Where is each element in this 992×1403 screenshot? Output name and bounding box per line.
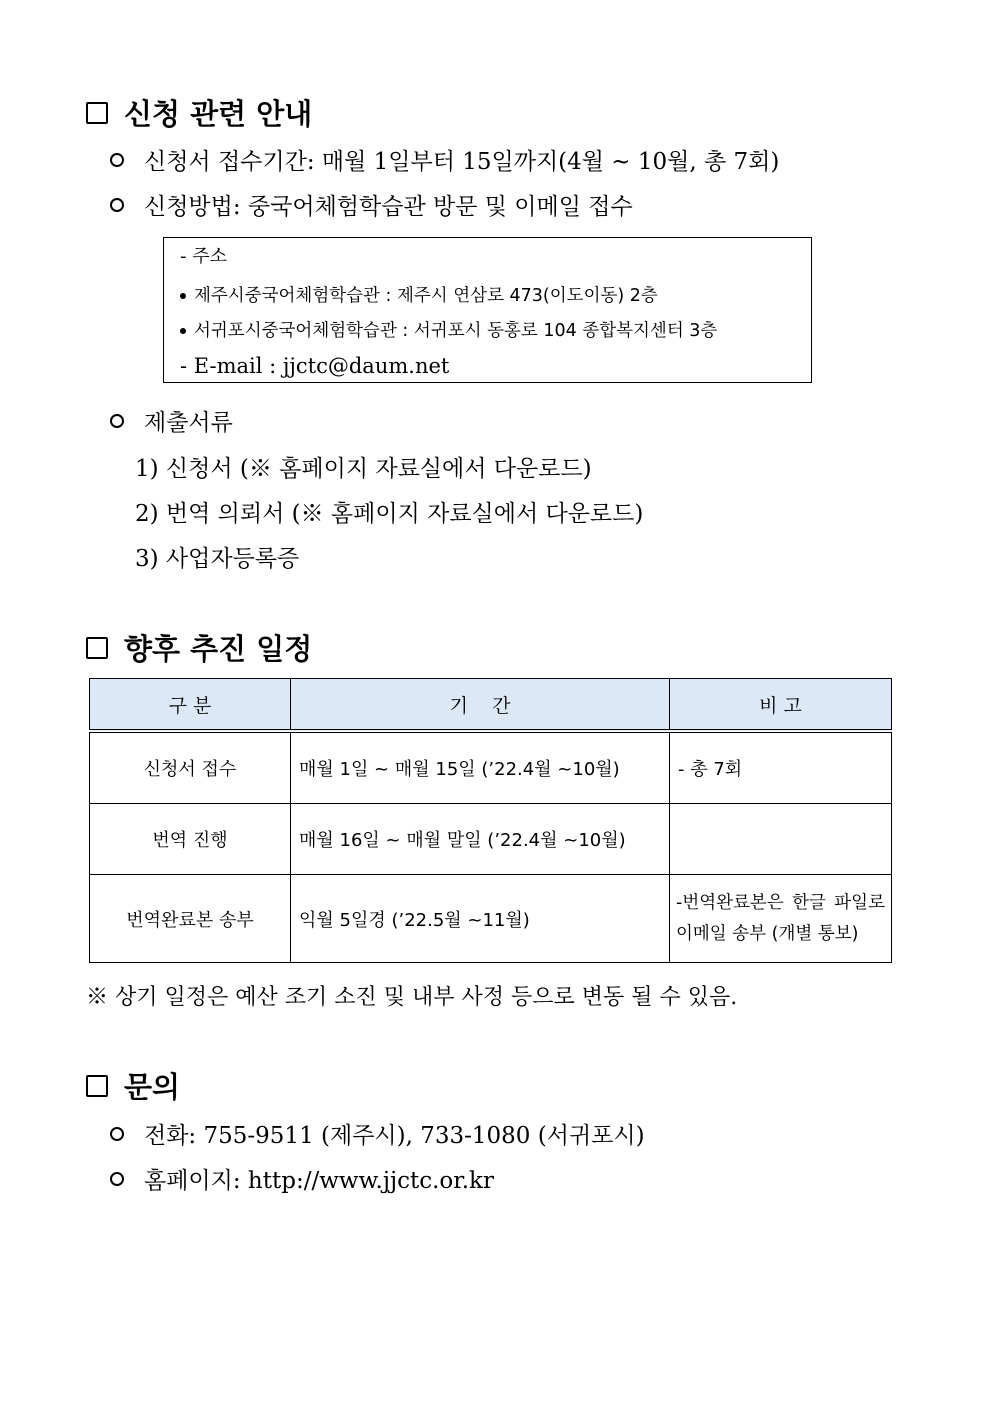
table-row	[90, 875, 892, 963]
cell-category: 번역완료본 송부	[90, 875, 291, 963]
checkbox-icon	[86, 637, 108, 659]
address-box	[163, 237, 812, 383]
bullet-phone	[110, 1117, 645, 1150]
bullet-text: 신청방법: 중국어체험학습관 방문 및 이메일 접수	[144, 194, 633, 220]
table-header-row	[90, 679, 892, 732]
checkbox-icon	[86, 1075, 108, 1097]
address-heading: - 주소	[180, 246, 227, 267]
table-row	[90, 804, 892, 875]
cell-note	[670, 804, 892, 875]
bullet-documents	[110, 404, 233, 437]
schedule-table	[89, 678, 892, 963]
circle-bullet-icon	[110, 1172, 124, 1186]
table-header-category: 구 분	[90, 679, 291, 732]
bullet-homepage	[110, 1162, 494, 1195]
address-entry-jeju: 제주시중국어체험학습관 : 제주시 연삼로 473(이도이동) 2층	[180, 282, 658, 307]
cell-category: 번역 진행	[90, 804, 291, 875]
table-header-note: 비 고	[670, 679, 892, 732]
document-item: 3) 사업자등록증	[135, 546, 300, 572]
bullet-application-method	[110, 188, 633, 221]
cell-period: 익월 5일경 (’22.5월 ~11월)	[291, 875, 670, 963]
checkbox-icon	[86, 102, 108, 124]
schedule-footnote: ※ 상기 일정은 예산 조기 소진 및 내부 사정 등으로 변동 될 수 있음.	[86, 985, 738, 1010]
cell-note: - 총 7회	[670, 731, 892, 804]
bullet-dot-icon	[180, 328, 186, 334]
document-item: 1) 신청서 (※ 홈페이지 자료실에서 다운로드)	[135, 456, 592, 482]
circle-bullet-icon	[110, 1127, 124, 1141]
section-title-text: 신청 관련 안내	[124, 97, 313, 131]
table-row	[90, 731, 892, 804]
table-header-period: 기 간	[291, 679, 670, 732]
address-entry-seogwipo: 서귀포시중국어체험학습관 : 서귀포시 동홍로 104 종합복지센터 3층	[180, 317, 717, 342]
section-title-application	[86, 92, 312, 133]
bullet-application-period	[110, 143, 779, 176]
circle-bullet-icon	[110, 414, 124, 428]
bullet-text: 제출서류	[144, 410, 233, 436]
address-email: - E-mail : jjctc@daum.net	[180, 354, 450, 378]
cell-period: 매월 16일 ~ 매월 말일 (’22.4월 ~10월)	[291, 804, 670, 875]
cell-category: 신청서 접수	[90, 731, 291, 804]
cell-period: 매월 1일 ~ 매월 15일 (’22.4월 ~10월)	[291, 731, 670, 804]
circle-bullet-icon	[110, 153, 124, 167]
circle-bullet-icon	[110, 198, 124, 212]
section-title-text: 문의	[124, 1070, 181, 1104]
bullet-dot-icon	[180, 293, 186, 299]
bullet-text: 전화: 755-9511 (제주시), 733-1080 (서귀포시)	[144, 1123, 645, 1149]
section-title-text: 향후 추진 일정	[124, 632, 313, 666]
section-title-schedule	[86, 627, 312, 668]
cell-note: -번역완료본은 한글 파일로 이메일 송부 (개별 통보)	[670, 875, 892, 963]
document-item: 2) 번역 의뢰서 (※ 홈페이지 자료실에서 다운로드)	[135, 501, 644, 527]
bullet-text: 신청서 접수기간: 매월 1일부터 15일까지(4월 ~ 10월, 총 7회)	[144, 149, 780, 175]
bullet-text: 홈페이지: http://www.jjctc.or.kr	[144, 1168, 494, 1194]
section-title-inquiry	[86, 1065, 180, 1106]
